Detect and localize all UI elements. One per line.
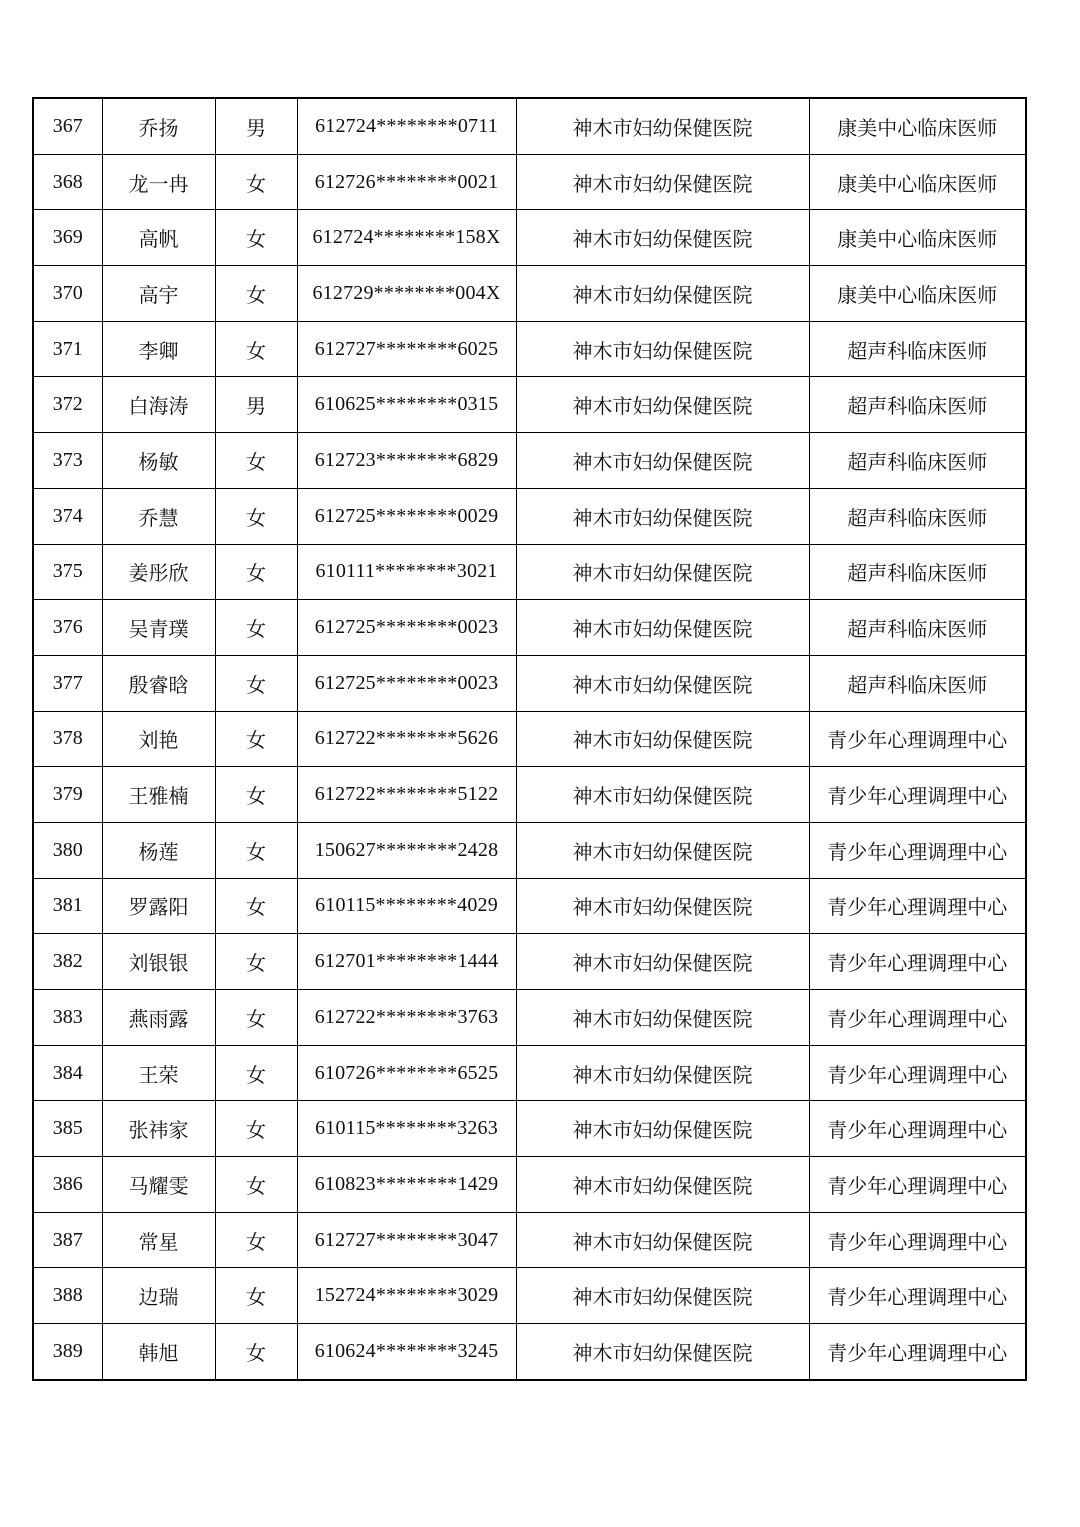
table-row — [33, 1045, 1026, 1101]
gender-cell: 女 — [215, 266, 297, 322]
table-row — [33, 1324, 1026, 1380]
employer-cell: 神木市妇幼保健医院 — [516, 711, 809, 767]
table-row — [33, 98, 1026, 154]
table-row — [33, 990, 1026, 1046]
row-number-cell: 368 — [33, 154, 102, 210]
position-cell: 青少年心理调理中心 — [809, 990, 1026, 1046]
employer-cell: 神木市妇幼保健医院 — [516, 878, 809, 934]
name-cell: 常星 — [102, 1212, 215, 1268]
row-number-cell: 377 — [33, 655, 102, 711]
gender-cell: 女 — [215, 1045, 297, 1101]
id-number-cell: 612724********0711 — [297, 98, 516, 154]
row-number-cell: 374 — [33, 488, 102, 544]
name-cell: 殷睿晗 — [102, 655, 215, 711]
name-cell: 吴青璞 — [102, 600, 215, 656]
gender-cell: 女 — [215, 1101, 297, 1157]
name-cell: 韩旭 — [102, 1324, 215, 1380]
row-number-cell: 383 — [33, 990, 102, 1046]
row-number-cell: 385 — [33, 1101, 102, 1157]
row-number-cell: 379 — [33, 767, 102, 823]
id-number-cell: 612722********3763 — [297, 990, 516, 1046]
employer-cell: 神木市妇幼保健医院 — [516, 1157, 809, 1213]
row-number-cell: 371 — [33, 321, 102, 377]
position-cell: 超声科临床医师 — [809, 488, 1026, 544]
gender-cell: 女 — [215, 1157, 297, 1213]
position-cell: 康美中心临床医师 — [809, 266, 1026, 322]
row-number-cell: 372 — [33, 377, 102, 433]
name-cell: 燕雨露 — [102, 990, 215, 1046]
employer-cell: 神木市妇幼保健医院 — [516, 822, 809, 878]
position-cell: 青少年心理调理中心 — [809, 1324, 1026, 1380]
gender-cell: 女 — [215, 154, 297, 210]
employer-cell: 神木市妇幼保健医院 — [516, 377, 809, 433]
employer-cell: 神木市妇幼保健医院 — [516, 321, 809, 377]
id-number-cell: 152724********3029 — [297, 1268, 516, 1324]
id-number-cell: 612729********004X — [297, 266, 516, 322]
gender-cell: 女 — [215, 934, 297, 990]
row-number-cell: 375 — [33, 544, 102, 600]
name-cell: 姜彤欣 — [102, 544, 215, 600]
gender-cell: 女 — [215, 990, 297, 1046]
table-row — [33, 377, 1026, 433]
position-cell: 青少年心理调理中心 — [809, 711, 1026, 767]
table-row — [33, 1268, 1026, 1324]
position-cell: 青少年心理调理中心 — [809, 1157, 1026, 1213]
employer-cell: 神木市妇幼保健医院 — [516, 433, 809, 489]
row-number-cell: 369 — [33, 210, 102, 266]
employer-cell: 神木市妇幼保健医院 — [516, 1324, 809, 1380]
row-number-cell: 376 — [33, 600, 102, 656]
name-cell: 刘艳 — [102, 711, 215, 767]
name-cell: 王雅楠 — [102, 767, 215, 823]
table-row — [33, 154, 1026, 210]
row-number-cell: 381 — [33, 878, 102, 934]
id-number-cell: 612722********5626 — [297, 711, 516, 767]
employer-cell: 神木市妇幼保健医院 — [516, 98, 809, 154]
position-cell: 青少年心理调理中心 — [809, 878, 1026, 934]
position-cell: 青少年心理调理中心 — [809, 1045, 1026, 1101]
position-cell: 青少年心理调理中心 — [809, 1101, 1026, 1157]
row-number-cell: 389 — [33, 1324, 102, 1380]
table-row — [33, 600, 1026, 656]
gender-cell: 男 — [215, 98, 297, 154]
employer-cell: 神木市妇幼保健医院 — [516, 154, 809, 210]
id-number-cell: 612727********3047 — [297, 1212, 516, 1268]
name-cell: 杨敏 — [102, 433, 215, 489]
table-row — [33, 934, 1026, 990]
id-number-cell: 150627********2428 — [297, 822, 516, 878]
row-number-cell: 386 — [33, 1157, 102, 1213]
table-row — [33, 655, 1026, 711]
position-cell: 康美中心临床医师 — [809, 154, 1026, 210]
gender-cell: 女 — [215, 878, 297, 934]
position-cell: 超声科临床医师 — [809, 433, 1026, 489]
gender-cell: 女 — [215, 655, 297, 711]
table-row — [33, 488, 1026, 544]
row-number-cell: 380 — [33, 822, 102, 878]
id-number-cell: 610823********1429 — [297, 1157, 516, 1213]
position-cell: 超声科临床医师 — [809, 544, 1026, 600]
name-cell: 杨莲 — [102, 822, 215, 878]
gender-cell: 女 — [215, 1268, 297, 1324]
name-cell: 王荣 — [102, 1045, 215, 1101]
employer-cell: 神木市妇幼保健医院 — [516, 767, 809, 823]
id-number-cell: 612701********1444 — [297, 934, 516, 990]
id-number-cell: 612725********0023 — [297, 655, 516, 711]
table-row — [33, 1157, 1026, 1213]
row-number-cell: 384 — [33, 1045, 102, 1101]
table-row — [33, 1101, 1026, 1157]
id-number-cell: 612723********6829 — [297, 433, 516, 489]
employer-cell: 神木市妇幼保健医院 — [516, 210, 809, 266]
roster-table-body — [33, 98, 1026, 1380]
name-cell: 罗露阳 — [102, 878, 215, 934]
table-row — [33, 210, 1026, 266]
table-row — [33, 433, 1026, 489]
id-number-cell: 612725********0023 — [297, 600, 516, 656]
employer-cell: 神木市妇幼保健医院 — [516, 990, 809, 1046]
table-row — [33, 544, 1026, 600]
table-row — [33, 767, 1026, 823]
row-number-cell: 378 — [33, 711, 102, 767]
row-number-cell: 370 — [33, 266, 102, 322]
position-cell: 青少年心理调理中心 — [809, 934, 1026, 990]
gender-cell: 女 — [215, 1324, 297, 1380]
gender-cell: 女 — [215, 1212, 297, 1268]
row-number-cell: 387 — [33, 1212, 102, 1268]
employer-cell: 神木市妇幼保健医院 — [516, 266, 809, 322]
employer-cell: 神木市妇幼保健医院 — [516, 934, 809, 990]
id-number-cell: 612722********5122 — [297, 767, 516, 823]
name-cell: 边瑞 — [102, 1268, 215, 1324]
employer-cell: 神木市妇幼保健医院 — [516, 544, 809, 600]
name-cell: 高宇 — [102, 266, 215, 322]
name-cell: 乔慧 — [102, 488, 215, 544]
position-cell: 超声科临床医师 — [809, 655, 1026, 711]
employer-cell: 神木市妇幼保健医院 — [516, 1101, 809, 1157]
name-cell: 乔扬 — [102, 98, 215, 154]
table-row — [33, 1212, 1026, 1268]
table-row — [33, 321, 1026, 377]
gender-cell: 女 — [215, 488, 297, 544]
position-cell: 青少年心理调理中心 — [809, 1268, 1026, 1324]
position-cell: 青少年心理调理中心 — [809, 767, 1026, 823]
position-cell: 青少年心理调理中心 — [809, 822, 1026, 878]
id-number-cell: 610625********0315 — [297, 377, 516, 433]
id-number-cell: 610624********3245 — [297, 1324, 516, 1380]
employer-cell: 神木市妇幼保健医院 — [516, 488, 809, 544]
gender-cell: 女 — [215, 544, 297, 600]
position-cell: 康美中心临床医师 — [809, 98, 1026, 154]
row-number-cell: 388 — [33, 1268, 102, 1324]
row-number-cell: 382 — [33, 934, 102, 990]
position-cell: 超声科临床医师 — [809, 377, 1026, 433]
gender-cell: 女 — [215, 210, 297, 266]
id-number-cell: 612726********0021 — [297, 154, 516, 210]
position-cell: 康美中心临床医师 — [809, 210, 1026, 266]
position-cell: 超声科临床医师 — [809, 321, 1026, 377]
row-number-cell: 367 — [33, 98, 102, 154]
employer-cell: 神木市妇幼保健医院 — [516, 1268, 809, 1324]
employer-cell: 神木市妇幼保健医院 — [516, 655, 809, 711]
id-number-cell: 612725********0029 — [297, 488, 516, 544]
name-cell: 马耀雯 — [102, 1157, 215, 1213]
row-number-cell: 373 — [33, 433, 102, 489]
id-number-cell: 610115********4029 — [297, 878, 516, 934]
table-row — [33, 822, 1026, 878]
name-cell: 高帆 — [102, 210, 215, 266]
id-number-cell: 610726********6525 — [297, 1045, 516, 1101]
gender-cell: 女 — [215, 822, 297, 878]
table-row — [33, 266, 1026, 322]
gender-cell: 女 — [215, 600, 297, 656]
gender-cell: 女 — [215, 433, 297, 489]
gender-cell: 男 — [215, 377, 297, 433]
name-cell: 刘银银 — [102, 934, 215, 990]
position-cell: 青少年心理调理中心 — [809, 1212, 1026, 1268]
gender-cell: 女 — [215, 767, 297, 823]
gender-cell: 女 — [215, 321, 297, 377]
employer-cell: 神木市妇幼保健医院 — [516, 1212, 809, 1268]
employer-cell: 神木市妇幼保健医院 — [516, 600, 809, 656]
table-row — [33, 711, 1026, 767]
name-cell: 龙一冉 — [102, 154, 215, 210]
candidate-roster-table — [32, 97, 1027, 1381]
table-row — [33, 878, 1026, 934]
id-number-cell: 612727********6025 — [297, 321, 516, 377]
id-number-cell: 610111********3021 — [297, 544, 516, 600]
gender-cell: 女 — [215, 711, 297, 767]
id-number-cell: 610115********3263 — [297, 1101, 516, 1157]
name-cell: 李卿 — [102, 321, 215, 377]
position-cell: 超声科临床医师 — [809, 600, 1026, 656]
name-cell: 白海涛 — [102, 377, 215, 433]
name-cell: 张祎家 — [102, 1101, 215, 1157]
employer-cell: 神木市妇幼保健医院 — [516, 1045, 809, 1101]
id-number-cell: 612724********158X — [297, 210, 516, 266]
